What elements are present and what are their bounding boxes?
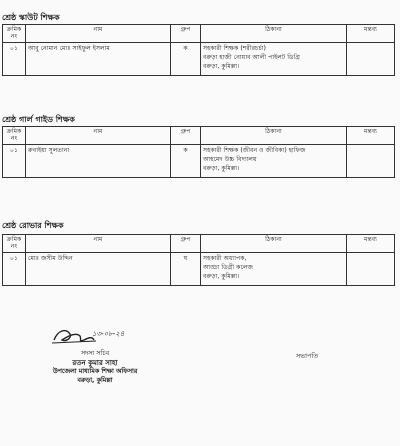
group-cell: ঘ — [171, 253, 201, 286]
serial-cell: ০১ — [3, 145, 26, 178]
address-line: বরুড়া, কুমিল্লা। — [203, 273, 240, 280]
signature-date: ১৩-০৮-২৪ — [92, 330, 125, 338]
name-cell: আবু নোমান মোঃ সাইফুল ইসলাম — [26, 43, 171, 76]
remarks-cell — [347, 145, 395, 178]
col-header-name: নাম — [26, 25, 171, 43]
name-cell: মোঃ জসীম উদ্দিন — [26, 253, 171, 286]
col-header-remarks: মন্তব্য — [347, 25, 395, 43]
col-header-address: ঠিকানা — [201, 25, 347, 43]
col-header-serial: ক্রমিক নং — [3, 235, 26, 253]
address-line: আড্ডা ডিগ্রী কলেজ — [203, 264, 254, 271]
table-row — [3, 43, 395, 76]
name-cell: রুবাইয়া সুলতানা — [26, 145, 171, 178]
girl-guide-teacher-table — [2, 126, 395, 178]
serial-cell: ০১ — [3, 43, 26, 76]
col-header-group: গ্রুপ — [171, 127, 201, 145]
signatory-name: রতন কুমার সাহা — [72, 359, 118, 367]
col-header-serial: ক্রমিক নং — [3, 25, 26, 43]
signatory-office: উপজেলা মাধ্যমিক শিক্ষা অফিসার — [52, 368, 138, 375]
col-header-address: ঠিকানা — [201, 127, 347, 145]
address-line: সহকারী অধ্যাপক, — [203, 255, 247, 262]
serial-cell: ০১ — [3, 253, 26, 286]
address-line: বরুড়া, কুমিল্লা। — [203, 165, 240, 172]
col-header-remarks: মন্তব্য — [347, 127, 395, 145]
signature-role: সদস্য সচিব — [80, 350, 110, 357]
address-line: সহকারী শিক্ষক (জীবন ও জীবিকা) হাফিজ — [203, 147, 306, 154]
section-title-rover: শ্রেষ্ঠ রোভার শিক্ষক — [2, 221, 64, 230]
signatory-location: বরুড়া, কুমিল্লা — [77, 377, 113, 384]
col-header-remarks: মন্তব্য — [347, 235, 395, 253]
address-line: সহকারী শিক্ষক (শরীরচর্চা) — [203, 45, 266, 52]
table-row — [3, 253, 395, 286]
col-header-name: নাম — [26, 235, 171, 253]
col-header-group: গ্রুপ — [171, 25, 201, 43]
section-title-scout: শ্রেষ্ঠ স্কাউট শিক্ষক — [2, 13, 60, 22]
remarks-cell — [347, 43, 395, 76]
address-cell — [201, 253, 347, 286]
chairperson-label: সভাপতি — [296, 352, 319, 360]
address-cell — [201, 43, 347, 76]
scout-teacher-table — [2, 24, 395, 76]
table-row — [3, 145, 395, 178]
group-cell: ক — [171, 43, 201, 76]
col-header-group: গ্রুপ — [171, 235, 201, 253]
table-header-row — [3, 25, 395, 43]
address-cell — [201, 145, 347, 178]
col-header-serial: ক্রমিক নং — [3, 127, 26, 145]
group-cell: ক — [171, 145, 201, 178]
remarks-cell — [347, 253, 395, 286]
section-title-girl-guide: শ্রেষ্ঠ গার্ল গাইড শিক্ষক — [2, 115, 75, 124]
rover-teacher-table — [2, 234, 395, 286]
col-header-address: ঠিকানা — [201, 235, 347, 253]
address-line: বরুড়া, কুমিল্লা। — [203, 63, 240, 70]
table-header-row — [3, 127, 395, 145]
address-line: বরুড়া হাজী নোয়াব আলী পাইলট ডিগ্রি — [203, 54, 300, 61]
address-line: আহমেদ উচ্চ বিদ্যালয় — [203, 156, 257, 163]
col-header-name: নাম — [26, 127, 171, 145]
table-header-row — [3, 235, 395, 253]
